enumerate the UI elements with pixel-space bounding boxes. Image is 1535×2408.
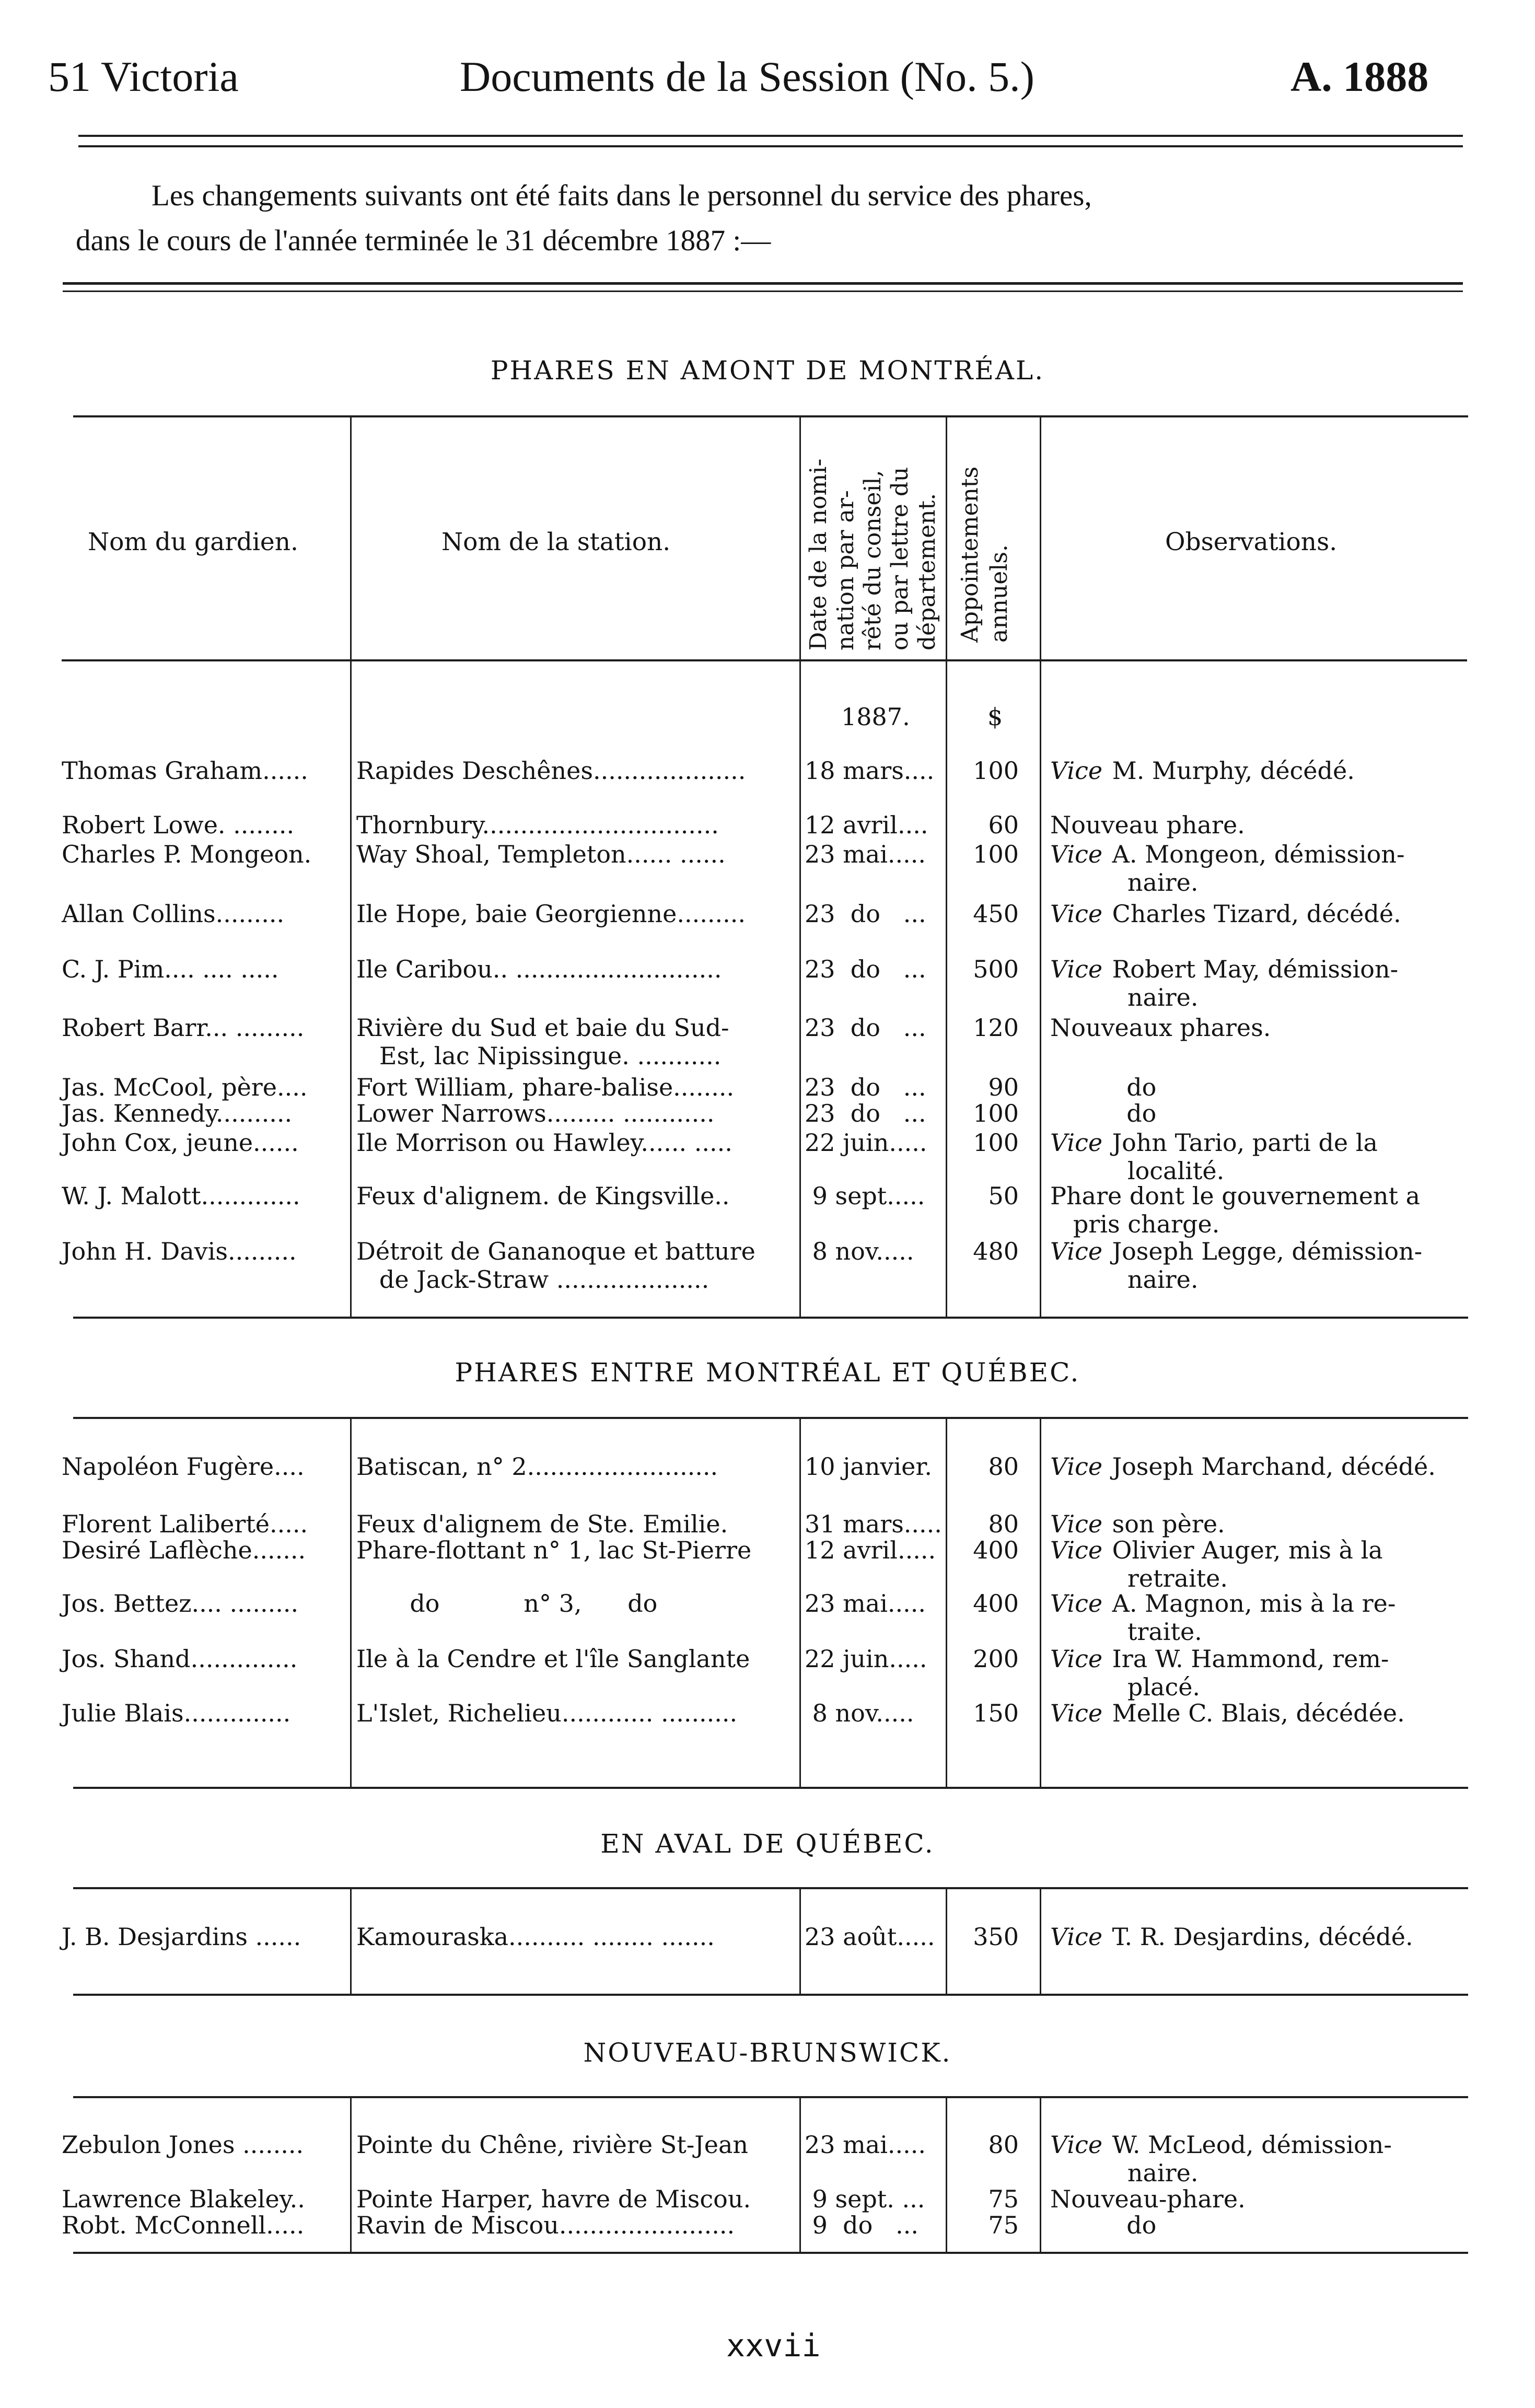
table-cell-obs-vice: Vice xyxy=(1050,1589,1103,1618)
table-cell-date: 9 sept. ... xyxy=(805,2185,925,2213)
table-cell-keeper: Robert Lowe. ........ xyxy=(62,811,295,839)
table-cell-keeper: J. B. Desjardins ...... xyxy=(62,1923,301,1951)
table-cell-station: Ile à la Cendre et l'île Sanglante xyxy=(356,1645,750,1673)
header-rule xyxy=(62,659,1467,661)
table-cell-observations: W. McLeod, démission- naire. xyxy=(1112,2131,1392,2187)
column-rule xyxy=(350,1417,352,1787)
header-rule-bottom xyxy=(78,145,1463,147)
table-cell-obs-vice: Vice xyxy=(1050,1237,1103,1265)
table-cell-station: Pointe du Chêne, rivière St-Jean xyxy=(356,2131,748,2159)
table-cell-salary: 200 xyxy=(973,1645,1019,1673)
table-cell-date: 23 do ... xyxy=(805,1099,926,1127)
column-rule xyxy=(350,415,352,1317)
table-cell-date: 9 sept..... xyxy=(805,1182,925,1210)
intro-rule-thin xyxy=(63,290,1463,292)
table-cell-date: 23 mai..... xyxy=(805,840,926,868)
column-header-observations: Observations. xyxy=(1165,528,1338,556)
intro-line-2: dans le cours de l'année terminée le 31 décembre 1887 :— xyxy=(76,224,771,257)
table-cell-salary: 80 xyxy=(988,1452,1019,1481)
table-cell-station: Ile Hope, baie Georgienne......... xyxy=(356,900,746,928)
table-cell-station: Détroit de Gananoque et batture de Jack-Straw .................... xyxy=(356,1237,755,1294)
table-cell-date: 18 mars.... xyxy=(805,757,935,785)
section-title: NOUVEAU-BRUNSWICK. xyxy=(583,2038,952,2068)
table-cell-obs-vice: Vice xyxy=(1050,1923,1103,1951)
table-cell-obs-vice: Vice xyxy=(1050,1510,1103,1538)
table-cell-salary: 450 xyxy=(973,900,1019,928)
table-cell-keeper: Charles P. Mongeon. xyxy=(62,840,312,868)
table-cell-date: 23 mai..... xyxy=(805,1589,926,1618)
table-cell-keeper: Julie Blais.............. xyxy=(62,1699,291,1727)
table-cell-date: 22 juin..... xyxy=(805,1129,927,1157)
table-cell-station: Rapides Deschênes.................... xyxy=(356,757,746,785)
table-cell-station: Ile Morrison ou Hawley...... ..... xyxy=(356,1129,732,1157)
section-title: EN AVAL DE QUÉBEC. xyxy=(600,1829,935,1859)
table-cell-date: 23 mai..... xyxy=(805,2131,926,2159)
table-cell-date: 8 nov..... xyxy=(805,1237,914,1265)
column-rule xyxy=(1040,1417,1041,1787)
table-cell-station: Lower Narrows......... ............ xyxy=(356,1099,715,1127)
column-rule xyxy=(1040,2096,1041,2252)
table-cell-observations: Nouveau-phare. xyxy=(1050,2185,1246,2213)
year-label: 1887. xyxy=(841,703,910,731)
table-cell-salary: 100 xyxy=(973,840,1019,868)
table-cell-salary: 350 xyxy=(973,1923,1019,1951)
table-cell-date: 31 mars..... xyxy=(805,1510,942,1538)
table-cell-observations: Nouveau phare. xyxy=(1050,811,1245,839)
table-rule-top xyxy=(73,2096,1468,2098)
table-cell-salary: 400 xyxy=(973,1589,1019,1618)
table-cell-observations: Phare dont le gouvernement a pris charge. xyxy=(1050,1182,1421,1238)
table-cell-station: L'Islet, Richelieu............ .......... xyxy=(356,1699,738,1727)
table-cell-date: 23 do ... xyxy=(805,1073,926,1101)
table-cell-salary: 100 xyxy=(973,757,1019,785)
table-cell-date: 23 do ... xyxy=(805,955,926,983)
table-cell-station: Ravin de Miscou....................... xyxy=(356,2211,735,2239)
table-cell-station: Feux d'alignem de Ste. Emilie. xyxy=(356,1510,728,1538)
table-cell-keeper: Desiré Laflèche....... xyxy=(62,1536,306,1564)
column-rule xyxy=(946,415,947,1317)
header-center: Documents de la Session (No. 5.) xyxy=(460,53,1034,100)
table-cell-station: do n° 3, do xyxy=(356,1589,658,1618)
table-cell-station: Fort William, phare-balise........ xyxy=(356,1073,735,1101)
column-rule xyxy=(1040,1887,1041,1994)
table-rule-bottom xyxy=(73,1787,1468,1789)
column-rule xyxy=(350,1887,352,1994)
table-cell-keeper: Robert Barr... ......... xyxy=(62,1014,305,1042)
table-cell-salary: 50 xyxy=(988,1182,1019,1210)
column-header-date-line: nation par ar- xyxy=(832,490,859,650)
currency-label: $ xyxy=(987,703,1003,731)
table-cell-salary: 150 xyxy=(973,1699,1019,1727)
table-cell-salary: 90 xyxy=(988,1073,1019,1101)
table-cell-observations: do xyxy=(1050,1073,1157,1101)
table-cell-salary: 80 xyxy=(988,2131,1019,2159)
table-cell-salary: 75 xyxy=(988,2211,1019,2239)
column-header-date-line: rêté du conseil, xyxy=(859,470,886,650)
table-cell-obs-vice: Vice xyxy=(1050,1452,1103,1481)
table-cell-obs-vice: Vice xyxy=(1050,1645,1103,1673)
table-cell-observations: Ira W. Hammond, rem- placé. xyxy=(1112,1645,1389,1701)
table-cell-observations: Nouveaux phares. xyxy=(1050,1014,1271,1042)
table-cell-station: Feux d'alignem. de Kingsville.. xyxy=(356,1182,730,1210)
table-rule-bottom xyxy=(73,1994,1468,1996)
column-header-date-line: ou par lettre du xyxy=(887,467,913,650)
table-cell-salary: 120 xyxy=(973,1014,1019,1042)
table-cell-date: 12 avril.... xyxy=(805,811,928,839)
table-cell-salary: 400 xyxy=(973,1536,1019,1564)
header-rule-top xyxy=(78,135,1463,137)
table-cell-observations: M. Murphy, décédé. xyxy=(1104,757,1355,785)
column-rule xyxy=(946,2096,947,2252)
table-cell-station: Kamouraska.......... ........ ....... xyxy=(356,1923,715,1951)
table-rule-top xyxy=(73,1887,1468,1889)
table-cell-keeper: Jos. Shand.............. xyxy=(62,1645,298,1673)
table-cell-salary: 100 xyxy=(973,1129,1019,1157)
table-rule-bottom xyxy=(73,1317,1468,1319)
table-cell-observations: son père. xyxy=(1104,1510,1225,1538)
table-cell-observations: do xyxy=(1050,1099,1157,1127)
table-cell-date: 23 août..... xyxy=(805,1923,935,1951)
column-rule xyxy=(799,415,801,1317)
table-cell-keeper: Thomas Graham...... xyxy=(62,757,308,785)
table-cell-station: Ile Caribou.. ........................... xyxy=(356,955,722,983)
table-cell-obs-vice: Vice xyxy=(1050,1536,1103,1564)
table-cell-station: Phare-flottant n° 1, lac St-Pierre xyxy=(356,1536,752,1564)
table-cell-keeper: W. J. Malott............. xyxy=(62,1182,300,1210)
table-cell-observations: Olivier Auger, mis à la retraite. xyxy=(1112,1536,1383,1592)
table-cell-date: 9 do ... xyxy=(805,2211,919,2239)
table-rule-top xyxy=(73,415,1468,417)
table-cell-observations: A. Magnon, mis à la re- traite. xyxy=(1112,1589,1396,1646)
table-cell-keeper: C. J. Pim.... .... ..... xyxy=(62,955,279,983)
column-header-date-line: département. xyxy=(914,493,940,650)
table-cell-obs-vice: Vice xyxy=(1050,757,1103,785)
table-cell-observations: A. Mongeon, démission- naire. xyxy=(1112,840,1405,897)
table-cell-observations: Joseph Marchand, décédé. xyxy=(1104,1452,1436,1481)
table-cell-date: 22 juin..... xyxy=(805,1645,927,1673)
table-cell-keeper: Robt. McConnell..... xyxy=(62,2211,305,2239)
header-left: 51 Victoria xyxy=(48,53,239,100)
table-cell-obs-vice: Vice xyxy=(1050,955,1103,983)
table-cell-observations: T. R. Desjardins, décédé. xyxy=(1104,1923,1413,1951)
table-cell-station: Thornbury............................... xyxy=(356,811,719,839)
table-cell-obs-vice: Vice xyxy=(1050,1699,1103,1727)
table-cell-salary: 75 xyxy=(988,2185,1019,2213)
table-cell-salary: 60 xyxy=(988,811,1019,839)
table-cell-obs-vice: Vice xyxy=(1050,900,1103,928)
table-cell-obs-vice: Vice xyxy=(1050,1129,1103,1157)
table-cell-keeper: Napoléon Fugère.... xyxy=(62,1452,305,1481)
header-right: A. 1888 xyxy=(1290,53,1429,100)
column-header-salary-line: Appointements xyxy=(957,466,983,643)
table-cell-keeper: Jas. Kennedy.......... xyxy=(62,1099,293,1127)
table-cell-date: 23 do ... xyxy=(805,1014,926,1042)
table-cell-keeper: Zebulon Jones ........ xyxy=(62,2131,304,2159)
column-header-date-line: Date de la nomi- xyxy=(805,458,832,650)
table-cell-station: Pointe Harper, havre de Miscou. xyxy=(356,2185,751,2213)
table-cell-keeper: Allan Collins......... xyxy=(62,900,285,928)
page-number: xxvii xyxy=(726,2328,821,2364)
table-cell-keeper: John Cox, jeune...... xyxy=(62,1129,299,1157)
column-rule xyxy=(350,2096,352,2252)
table-cell-observations: Joseph Legge, démission- naire. xyxy=(1112,1237,1423,1294)
table-cell-date: 8 nov..... xyxy=(805,1699,914,1727)
table-cell-date: 10 janvier. xyxy=(805,1452,932,1481)
table-cell-keeper: Lawrence Blakeley.. xyxy=(62,2185,305,2213)
column-rule xyxy=(946,1887,947,1994)
column-header-station: Nom de la station. xyxy=(441,528,671,556)
table-cell-station: Rivière du Sud et baie du Sud- Est, lac Nipissingue. ........... xyxy=(356,1014,729,1070)
table-cell-salary: 480 xyxy=(973,1237,1019,1265)
section-title: PHARES EN AMONT DE MONTRÉAL. xyxy=(490,355,1045,386)
table-rule-bottom xyxy=(73,2252,1468,2254)
table-rule-top xyxy=(73,1417,1468,1419)
table-cell-salary: 80 xyxy=(988,1510,1019,1538)
column-header-keeper: Nom du gardien. xyxy=(88,528,298,556)
column-rule xyxy=(799,1887,801,1994)
table-cell-observations: do xyxy=(1050,2211,1157,2239)
column-rule xyxy=(946,1417,947,1787)
table-cell-obs-vice: Vice xyxy=(1050,2131,1103,2159)
table-cell-observations: Robert May, démission- naire. xyxy=(1112,955,1399,1011)
column-rule xyxy=(799,1417,801,1787)
intro-rule xyxy=(63,282,1463,285)
table-cell-observations: Charles Tizard, décédé. xyxy=(1104,900,1401,928)
intro-line-1: Les changements suivants ont été faits dans le personnel du service des phares, xyxy=(152,179,1092,212)
column-header-salary-line: annuels. xyxy=(986,544,1013,643)
table-cell-obs-vice: Vice xyxy=(1050,840,1103,868)
table-cell-keeper: Florent Laliberté..... xyxy=(62,1510,308,1538)
table-cell-keeper: Jos. Bettez.... ......... xyxy=(62,1589,299,1618)
column-rule xyxy=(1040,415,1041,1317)
table-cell-keeper: John H. Davis......... xyxy=(62,1237,297,1265)
table-cell-station: Way Shoal, Templeton...... ...... xyxy=(356,840,726,868)
table-cell-keeper: Jas. McCool, père.... xyxy=(62,1073,308,1101)
table-cell-salary: 500 xyxy=(973,955,1019,983)
section-title: PHARES ENTRE MONTRÉAL ET QUÉBEC. xyxy=(455,1357,1080,1388)
table-cell-date: 12 avril..... xyxy=(805,1536,936,1564)
table-cell-observations: Melle C. Blais, décédée. xyxy=(1104,1699,1405,1727)
table-cell-salary: 100 xyxy=(973,1099,1019,1127)
column-rule xyxy=(799,2096,801,2252)
table-cell-observations: John Tario, parti de la localité. xyxy=(1112,1129,1378,1185)
table-cell-station: Batiscan, n° 2......................... xyxy=(356,1452,718,1481)
table-cell-date: 23 do ... xyxy=(805,900,926,928)
